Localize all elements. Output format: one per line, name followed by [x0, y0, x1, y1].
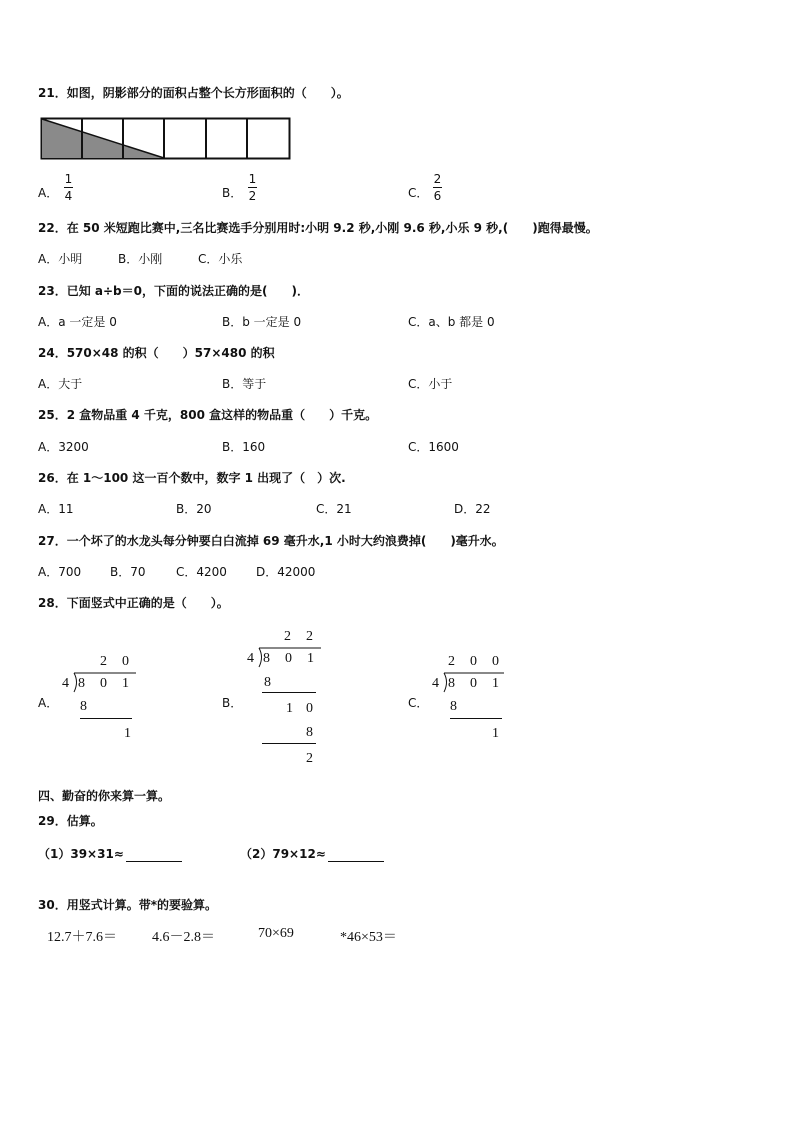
- section-heading: 四、勤奋的你来算一算。: [38, 789, 171, 803]
- q21-option-b-label[interactable]: B．: [222, 186, 243, 200]
- q22-option-a[interactable]: A．小明: [38, 252, 83, 266]
- q23-text: 23．已知 a÷b＝0，下面的说法正确的是( )．: [38, 284, 309, 298]
- dividend-digit: 0: [100, 676, 107, 691]
- q27-text: 27．一个坏了的水龙头每分钟要白白流掉 69 毫升水,1 小时大约浪费掉( )毫升水。: [38, 534, 504, 548]
- q24-text: 24．570×48 的积（ ）57×480 的积: [38, 346, 275, 360]
- quotient-digit: 0: [470, 654, 477, 669]
- q27-option-d[interactable]: D．42000: [256, 565, 316, 579]
- q24-option-b[interactable]: B．等于: [222, 377, 267, 391]
- q30-text: 30．用竖式计算。带*的要验算。: [38, 898, 217, 912]
- answer-blank[interactable]: [328, 849, 384, 862]
- q30-item-1: 12.7＋7.6＝: [47, 930, 117, 945]
- q23-option-a[interactable]: A．a 一定是 0: [38, 315, 117, 329]
- q21-option-a-label[interactable]: A．: [38, 186, 59, 200]
- remainder: 1: [492, 726, 499, 741]
- q25-text: 25．2 盒物品重 4 千克，800 盒这样的物品重（ ）千克。: [38, 408, 378, 422]
- partial-digit: 1: [286, 701, 293, 716]
- partial-product: 8: [264, 675, 271, 690]
- q25-option-c[interactable]: C．1600: [408, 440, 459, 454]
- q21-option-a-fraction[interactable]: [64, 172, 73, 203]
- remainder: 2: [306, 751, 313, 766]
- q30-item-2: 4.6－2.8＝: [152, 930, 215, 945]
- q24-option-c[interactable]: C．小于: [408, 377, 453, 391]
- q21-option-c-label[interactable]: C．: [408, 186, 429, 200]
- denominator: 6: [433, 189, 442, 203]
- q27-option-a[interactable]: A．700: [38, 565, 82, 579]
- q23-option-c[interactable]: C．a、b 都是 0: [408, 315, 495, 329]
- q26-text: 26．在 1～100 这一百个数中，数字 1 出现了（ ）次.: [38, 471, 346, 485]
- dividend-digit: 0: [285, 651, 292, 666]
- quotient-digit: 2: [284, 629, 291, 644]
- estimate-expression: （2）79×12≈: [240, 847, 326, 861]
- dividend-digit: 8: [78, 676, 85, 691]
- q26-option-b[interactable]: B．20: [176, 502, 212, 516]
- remainder: 1: [124, 726, 131, 741]
- estimate-expression: （1）39×31≈: [38, 847, 124, 861]
- q24-option-a[interactable]: A．大于: [38, 377, 83, 391]
- quotient-digit: 2: [306, 629, 313, 644]
- q22-text: 22．在 50 米短跑比赛中,三名比赛选手分别用时:小明 9.2 秒,小刚 9.6 秒,小乐 9 秒,( )跑得最慢。: [38, 221, 598, 235]
- q26-option-c[interactable]: C．21: [316, 502, 352, 516]
- numerator: 1: [248, 172, 257, 186]
- q28-option-c-label[interactable]: C．: [408, 696, 429, 710]
- dividend-digit: 8: [448, 676, 455, 691]
- q27-option-c[interactable]: C．4200: [176, 565, 227, 579]
- quotient-digit: 0: [122, 654, 129, 669]
- dividend-digit: 8: [263, 651, 270, 666]
- quotient-digit: 2: [100, 654, 107, 669]
- dividend-digit: 1: [492, 676, 499, 691]
- q28-text: 28．下面竖式中正确的是（ ）。: [38, 596, 229, 610]
- quotient-digit: 0: [492, 654, 499, 669]
- q30-item-4: *46×53＝: [340, 930, 397, 945]
- divisor: 4: [432, 676, 439, 691]
- q25-option-b[interactable]: B．160: [222, 440, 266, 454]
- q29-item-1[interactable]: [38, 845, 182, 862]
- q29-item-2[interactable]: [240, 845, 384, 862]
- q28-option-b-label[interactable]: B．: [222, 696, 243, 710]
- partial-digit: 0: [306, 701, 313, 716]
- q21-option-c-fraction[interactable]: [433, 172, 442, 203]
- divisor: 4: [62, 676, 69, 691]
- q22-option-c[interactable]: C．小乐: [198, 252, 243, 266]
- q21-text: 21．如图，阴影部分的面积占整个长方形面积的（ ）。: [38, 86, 349, 100]
- dividend-digit: 1: [122, 676, 129, 691]
- numerator: 2: [433, 172, 442, 186]
- dividend-digit: 1: [307, 651, 314, 666]
- denominator: 2: [248, 189, 257, 203]
- q23-option-b[interactable]: B．b 一定是 0: [222, 315, 302, 329]
- q27-option-b[interactable]: B．70: [110, 565, 146, 579]
- quotient-digit: 2: [448, 654, 455, 669]
- q26-option-d[interactable]: D．22: [454, 502, 491, 516]
- q25-option-a[interactable]: A．3200: [38, 440, 89, 454]
- q21-option-b-fraction[interactable]: [248, 172, 257, 203]
- divisor: 4: [247, 651, 254, 666]
- partial-product: 8: [306, 725, 313, 740]
- dividend-digit: 0: [470, 676, 477, 691]
- q22-option-b[interactable]: B．小刚: [118, 252, 163, 266]
- partial-product: 8: [450, 699, 457, 714]
- q26-option-a[interactable]: A．11: [38, 502, 74, 516]
- q28-option-a-label[interactable]: A．: [38, 696, 59, 710]
- answer-blank[interactable]: [126, 849, 182, 862]
- denominator: 4: [64, 189, 73, 203]
- numerator: 1: [64, 172, 73, 186]
- q30-item-3: 70×69: [258, 926, 294, 941]
- partial-product: 8: [80, 699, 87, 714]
- q29-text: 29．估算。: [38, 814, 103, 828]
- q21-rectangle-figure: [40, 117, 292, 161]
